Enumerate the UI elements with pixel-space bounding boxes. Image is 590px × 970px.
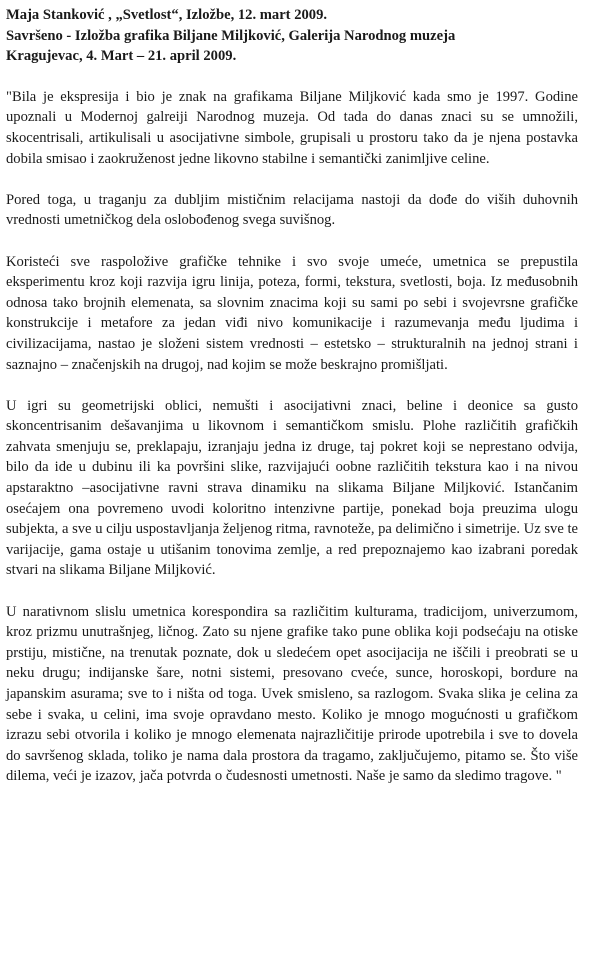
paragraph-5: U narativnom slislu umetnica korespondira sa različitim kulturama, tradicijom, univerzumom, kroz prizmu unutrašnjeg, ličnog. Zato su njene grafike tako pune oblika koji podsećaju na otiske prstiju, mistične, na trenutak poznate, dok u sledećem opet asocijacija ne iščili i preobrati se u neku drugu; indijanske šare, notni sistemi, presovano cveće, sunce, horoskopi, bordure na japanskim asurama; sve to i ništa od toga. Uvek smisleno, sa razlogom. Svaka slika je celina za sebe i svaka, u celini, ima svoje opravdano mesto. Koliko je mnogo mogućnosti u grafičkom izrazu sebi otvorila i koliko je mnogo elemenata najrazličitije prirode upotrebila i sve to dovela do savršenog sklada, toliko je nama dala prostora da tragamo, zaključujemo, pitamo se. Što više dilema, veći je izazov, jača potvrda o čudesnosti umetnosti. Naše je samo da sledimo tragove. " bbox=[6, 603, 578, 785]
paragraph-4: U igri su geometrijski oblici, nemušti i asocijativni znaci, beline i deonice sa gusto skoncentrisanim dešavanjima u likovnom i semantičkom smislu. Plohe različitih grafičkih zahvata smenjuju se, preklapaju, izranjaju jedna iz druge, taj pokret koji se neprestano odvija, bilo da ide u dubinu ili ka površini slike, razvijajući oobne različitih tekstura kao i na nivou apstaraktno –asocijativne ravni strava dinamiku na slikama Biljane Miljković. Istančanim osećajem ona povremeno uvodi koloritno intenzivne partije, ponekad boja preuzima ulogu subjekta, a sve u cilju uspostavljanja željenog ritma, ravnoteže, pa delimično i simetrije. Uz sve te varijacije, gama ostaje u utišanim tonovima zemlje, a red prepoznajemo kao izabrani poredak stvari na slikama Biljane Miljković. bbox=[6, 397, 578, 579]
article-body bbox=[6, 87, 578, 787]
exhibition-title-line: Savršeno - Izložba grafika Biljane Miljković, Galerija Narodnog muzeja bbox=[6, 27, 456, 44]
document-header bbox=[6, 5, 578, 67]
author-source-line: Maja Stanković , „Svetlost“, Izložbe, 12. mart 2009. bbox=[6, 7, 328, 23]
paragraph-1: "Bila je ekspresija i bio je znak na grafikama Biljane Miljković kada smo je 1997. Godine upoznali u Modernoj galreiji Narodnog muzeja. Od tada do danas znaci su se umnožili, skocentrisali, artikulisali u asocijativne simbole, grupisali u prostoru tako da je njena postavka dobila smisao i zaokruženost jedne likovno stabilne i semantički zanimljive celine. bbox=[6, 88, 578, 167]
paragraph-2: Pored toga, u traganju za dubljim mističnim relacijama nastoji da dođe do viših duhovnih vrednosti umetničkog dela oslobođenog svega suvišnog. bbox=[6, 191, 578, 229]
paragraph-3: Koristeći sve raspoložive grafičke tehnike i svo svoje umeće, umetnica se prepustila eksperimentu kroz koji razvija igru linija, poteza, formi, tekstura, svetlosti, boja. Iz međusobnih odnosa tako brojnih elemenata, sa slovnim znacima koji su sami po sebi i svojevrsne grafičke konstrukcije i metafore za jedan viđi nivo komunikacije i razumevanja među ljudima i civilizacijama, nastao je složeni sistem vrednosti – estetsko – strukturalnih na jednoj strani i saznajno – značenjskih na drugoj, nad kojim se može beskrajno promišljati. bbox=[6, 253, 578, 373]
exhibition-dates-line: Kragujevac, 4. Mart – 21. april 2009. bbox=[6, 48, 237, 65]
